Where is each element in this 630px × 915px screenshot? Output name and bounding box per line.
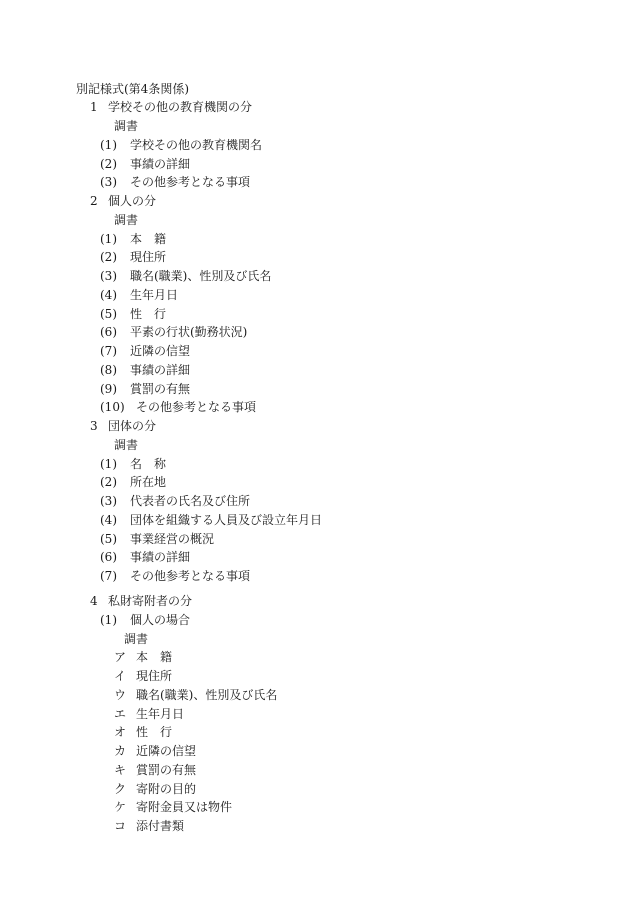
section-number: 4 xyxy=(90,594,98,608)
list-item xyxy=(0,248,630,267)
item-text: 寄附の目的 xyxy=(136,781,197,796)
section-1-doc-label xyxy=(0,117,630,136)
subsection-doc-label xyxy=(0,630,630,649)
list-item xyxy=(0,492,630,511)
list-item xyxy=(0,742,630,761)
item-text: その他参考となる事項 xyxy=(130,175,251,190)
section-title: 学校その他の教育機関の分 xyxy=(108,100,253,115)
section-number: 2 xyxy=(90,194,98,208)
item-text: 賞罰の有無 xyxy=(136,762,197,777)
item-text: 本 籍 xyxy=(136,650,173,665)
item-text: 事績の詳細 xyxy=(130,362,191,377)
item-number: (7) xyxy=(100,569,117,583)
item-letter: イ xyxy=(114,669,127,683)
list-item xyxy=(0,761,630,780)
item-text: 代表者の氏名及び住所 xyxy=(130,494,251,508)
item-number: (2) xyxy=(100,475,117,490)
item-number: (5) xyxy=(100,306,117,321)
section-4-heading xyxy=(0,592,630,611)
item-text: その他参考となる事項 xyxy=(130,569,251,583)
item-text: 現住所 xyxy=(130,250,167,265)
item-letter: コ xyxy=(114,819,127,833)
item-letter: ウ xyxy=(114,687,127,702)
section-number: 1 xyxy=(90,100,98,115)
item-number: (6) xyxy=(100,325,117,340)
item-text: 団体を組織する人員及び設立年月日 xyxy=(130,512,323,527)
section-2-doc-label xyxy=(0,211,630,230)
document-title: 別記様式(第4条関係) xyxy=(76,82,189,96)
item-number: (1) xyxy=(100,231,117,246)
section-3-heading xyxy=(0,417,630,436)
item-number: (7) xyxy=(100,344,117,358)
item-number: (6) xyxy=(100,550,117,565)
list-item xyxy=(0,798,630,817)
section-1-heading xyxy=(0,98,630,117)
list-item xyxy=(0,567,630,586)
item-text: 職名(職業)、性別及び氏名 xyxy=(136,687,278,702)
item-number: (3) xyxy=(100,175,117,190)
doc-label: 調書 xyxy=(114,212,139,227)
list-item xyxy=(0,686,630,705)
item-number: (3) xyxy=(100,494,117,508)
item-text: 近隣の信望 xyxy=(136,744,197,758)
list-item xyxy=(0,548,630,567)
item-text: 学校その他の教育機関名 xyxy=(130,137,263,152)
list-item xyxy=(0,230,630,249)
list-item xyxy=(0,530,630,549)
item-number: (5) xyxy=(100,531,117,546)
section-title: 団体の分 xyxy=(108,419,157,433)
list-item xyxy=(0,473,630,492)
list-item xyxy=(0,155,630,174)
subsection-number: (1) xyxy=(100,612,117,627)
item-number: (2) xyxy=(100,250,117,265)
item-text: 名 称 xyxy=(130,456,167,471)
list-item xyxy=(0,267,630,286)
item-letter: ケ xyxy=(114,800,127,815)
item-text: 職名(職業)、性別及び氏名 xyxy=(130,269,272,283)
doc-label: 調書 xyxy=(114,119,139,133)
list-item xyxy=(0,705,630,724)
item-text: 現住所 xyxy=(136,669,173,683)
item-letter: ク xyxy=(114,781,127,796)
item-text: 性 行 xyxy=(136,725,173,740)
item-text: 生年月日 xyxy=(130,287,179,302)
item-letter: カ xyxy=(114,744,127,758)
subsection-heading xyxy=(0,611,630,630)
item-number: (8) xyxy=(100,362,117,377)
list-item xyxy=(0,817,630,836)
item-number: (10) xyxy=(100,400,125,415)
list-item xyxy=(0,723,630,742)
section-3-doc-label xyxy=(0,436,630,455)
item-text: 添付書類 xyxy=(136,819,185,833)
section-2-heading xyxy=(0,192,630,211)
list-item xyxy=(0,511,630,530)
item-text: 賞罰の有無 xyxy=(130,381,191,396)
item-letter: オ xyxy=(114,725,127,740)
item-number: (1) xyxy=(100,137,117,152)
item-text: 性 行 xyxy=(130,306,167,321)
item-text: 事績の詳細 xyxy=(130,550,191,565)
item-letter: エ xyxy=(114,706,127,721)
list-item xyxy=(0,323,630,342)
list-item xyxy=(0,342,630,361)
item-text: 寄附金員又は物件 xyxy=(136,800,233,815)
item-letter: キ xyxy=(114,762,127,777)
list-item xyxy=(0,361,630,380)
item-text: 生年月日 xyxy=(136,706,185,721)
list-item xyxy=(0,136,630,155)
section-title: 個人の分 xyxy=(108,194,157,208)
doc-label: 調書 xyxy=(114,437,139,452)
item-letter: ア xyxy=(114,650,127,665)
list-item xyxy=(0,667,630,686)
item-text: 事業経営の概況 xyxy=(130,531,215,546)
item-number: (4) xyxy=(100,287,117,302)
item-number: (4) xyxy=(100,512,117,527)
list-item xyxy=(0,173,630,192)
list-item xyxy=(0,780,630,799)
item-text: その他参考となる事項 xyxy=(136,400,257,415)
list-item xyxy=(0,648,630,667)
list-item xyxy=(0,455,630,474)
list-item xyxy=(0,398,630,417)
item-number: (1) xyxy=(100,456,117,471)
item-number: (2) xyxy=(100,156,117,171)
section-title: 私財寄附者の分 xyxy=(108,594,193,608)
item-number: (3) xyxy=(100,269,117,283)
item-text: 本 籍 xyxy=(130,231,167,246)
item-number: (9) xyxy=(100,381,117,396)
list-item xyxy=(0,380,630,399)
list-item xyxy=(0,305,630,324)
item-text: 事績の詳細 xyxy=(130,156,191,171)
section-number: 3 xyxy=(90,419,98,433)
item-text: 近隣の信望 xyxy=(130,344,191,358)
item-text: 平素の行状(勤務状況) xyxy=(130,325,248,340)
doc-label: 調書 xyxy=(124,631,149,646)
subsection-title: 個人の場合 xyxy=(130,612,191,627)
item-text: 所在地 xyxy=(130,475,167,490)
list-item xyxy=(0,286,630,305)
